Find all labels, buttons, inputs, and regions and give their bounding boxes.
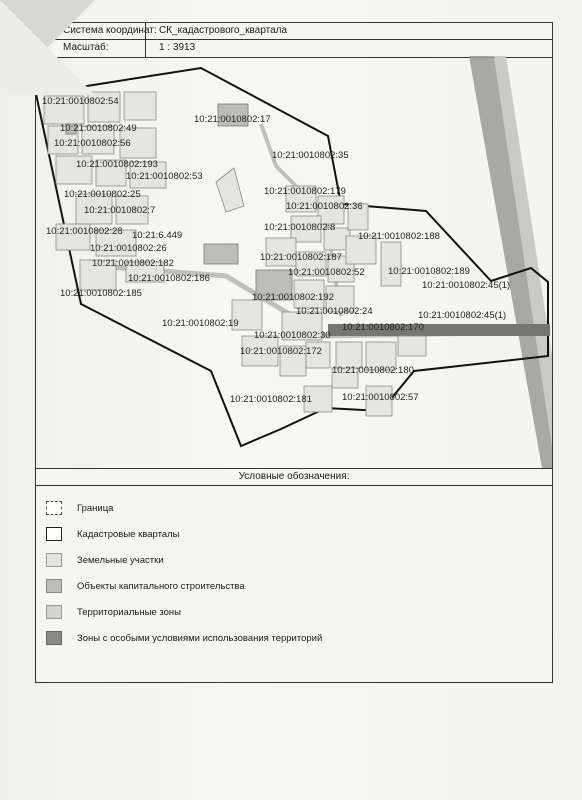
cadastral-map	[35, 56, 553, 468]
parcel-label: 10:21:0010802:53	[126, 171, 203, 182]
parcel-label: 10:21:0010802:172	[240, 346, 322, 357]
parcel-label: 10:21:0010802:193	[76, 159, 158, 170]
coord-system-row	[39, 23, 552, 40]
parcel-label: 10:21:0010802:25	[64, 189, 141, 200]
quarter-swatch-icon	[46, 527, 62, 541]
parcel-label: 10:21:0010802:45(1)	[422, 280, 511, 291]
parcel-label: 10:21:0010802:181	[230, 394, 312, 405]
parcel-label: 10:21:0010802:45(1)	[418, 310, 507, 321]
legend-label: Зоны с особыми условиями использования территорий	[77, 633, 323, 644]
parcel-label: 10:21:0010802:57	[342, 392, 419, 403]
parcel-label: 10:21:6.449	[132, 230, 183, 241]
parcel-label: 10:21:0010802:56	[54, 138, 131, 149]
cadastral-map-svg	[36, 56, 552, 468]
parcel-label: 10:21:0010802:8	[264, 222, 336, 233]
parcel-label: 10:21:0010802:7	[84, 205, 156, 216]
legend-label: Земельные участки	[77, 555, 164, 566]
scale-value: 1 : 3913	[159, 42, 196, 53]
parcel-label: 10:21:0010802:189	[388, 266, 470, 277]
parcel-label: 10:21:0010802:36	[286, 201, 363, 212]
parcel-label: 10:21:0010802:187	[260, 252, 342, 263]
coord-system-key: Система координат:	[63, 25, 157, 36]
legend-label: Граница	[77, 503, 114, 514]
special-zone-swatch-icon	[46, 631, 62, 645]
parcel-label: 10:21:0010802:180	[332, 365, 414, 376]
coord-system-value: СК_кадастрового_квартала	[159, 25, 288, 36]
parcel-label: 10:21:0010802:28	[46, 226, 123, 237]
parcel-label: 10:21:0010802:19	[162, 318, 239, 329]
parcel-label: 10:21:0010802:35	[272, 150, 349, 161]
parcel-label: 10:21:0010802:182	[92, 258, 174, 269]
zone-swatch-icon	[46, 605, 62, 619]
legend-title: Условные обозначения:	[36, 469, 552, 486]
parcel-label: 10:21:0010802:170	[342, 322, 424, 333]
parcel-label: 10:21:0010802:186	[128, 273, 210, 284]
parcel-label: 10:21:0010802:49	[60, 123, 137, 134]
parcel-label: 10:21:0010802:26	[90, 243, 167, 254]
parcel-diamond	[216, 168, 244, 212]
legend-label: Территориальные зоны	[77, 607, 181, 618]
scale-row	[39, 40, 552, 57]
parcel-label: 10:21:0010802:52	[288, 267, 365, 278]
legend-label: Кадастровые кварталы	[77, 529, 180, 540]
parcel-label: 10:21:0010802:17	[194, 114, 271, 125]
parcel-label: 10:21:0010802:188	[358, 231, 440, 242]
parcel-label: 10:21:0010802:192	[252, 292, 334, 303]
legend-label: Объекты капитального строительства	[77, 581, 245, 592]
boundary-swatch-icon	[46, 501, 62, 515]
parcel-label: 10:21:0010802:179	[264, 186, 346, 197]
building-swatch-icon	[46, 579, 62, 593]
scale-key: Масштаб:	[63, 42, 109, 53]
parcel-swatch-icon	[46, 553, 62, 567]
map-legend	[35, 468, 553, 683]
parcel-label: 10:21:0010802:24	[296, 306, 373, 317]
folded-corner-shade	[0, 0, 95, 95]
parcel-label: 10:21:0010802:54	[42, 96, 119, 107]
parcel-label: 10:21:0010802:185	[60, 288, 142, 299]
parcel-label: 10:21:0010802:30	[254, 330, 331, 341]
map-header-table	[38, 22, 553, 58]
